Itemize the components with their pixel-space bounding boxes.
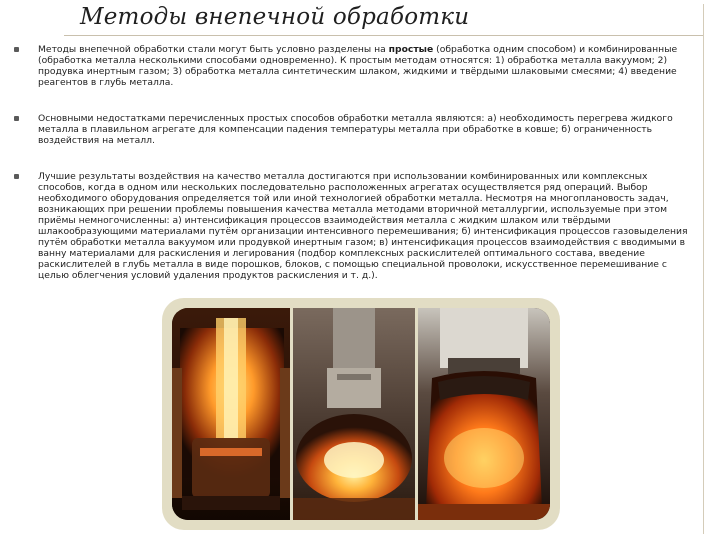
- slide-title: Методы внепечной обработки: [80, 4, 470, 30]
- photo-vacuum-chamber: [293, 308, 415, 520]
- bullet-marker-icon: [14, 116, 19, 121]
- bullet-marker-icon: [14, 47, 19, 52]
- photo-collage: [162, 298, 560, 530]
- bullet-text-part: Методы внепечной обработки стали могут быть условно разделены на: [38, 44, 389, 55]
- bullet-text: [38, 113, 690, 146]
- ladle-pouring-image: [418, 308, 550, 520]
- bullet-text-part: (обработка одним способом) и комбинированные (обработка металла несколькими способами одновременно). К простым методам относятся: 1) обработка металла вакуумом; 2) продувка инертным газом; 3) обработка металла синтетическим шлаком, жидкими и твёрдыми шлаковыми смесями; 4) введение реагентов в глубь металла.: [38, 44, 678, 88]
- photo-ladle-furnace: [172, 308, 290, 520]
- bullet-text-bold: простые: [388, 44, 434, 55]
- title-underline: [64, 35, 704, 36]
- vacuum-chamber-image: [293, 308, 415, 520]
- bullet-text: [38, 171, 690, 281]
- ladle-furnace-image: [172, 308, 290, 520]
- bullet-marker-icon: [14, 174, 19, 179]
- bullet-text: [38, 44, 690, 88]
- bullet-text-part: Основными недостатками перечисленных простых способов обработки металла являются: а) необходимость перегрева жидкого металла в плавильном агрегате для компенсации падения температуры металла при обработке в ковше; б) ограниченность воздействия на металл.: [38, 113, 673, 146]
- bullet-text-part: Лучшие результаты воздействия на качество металла достигаются при использовании комбинированных или комплексных способов, когда в одном или нескольких последовательно расположенных агрегатах осуществляется ряд операций. Выбор необходимого оборудования определяется той или иной технологией обработки металла. Несмотря на многоплановость задач, возникающих при решении проблемы повышения качества металла методами вторичной металлургии, используемые при этом приёмы немногочисленны: а) интенсификация процессов взаимодействия металла с жидким шлаком или твёрдыми шлакообразующими материалами путём организации интенсивного перемешивания; б) интенсификация процессов газовыделения путём обработки металла вакуумом или продувкой инертным газом; в) интенсификация процессов взаимодействия с вводимыми в ванну материалами для раскисления и легирования (подбор комплексных раскислителей оптимального состава, введение раскислителей в глубь металла в виде порошков, блоков, с помощью специальной проволоки, искусственное перемешивание с целью облегчения условий удаления продуктов раскисления и т. д.).: [38, 171, 688, 281]
- slide-border-right: [703, 4, 704, 534]
- photo-ladle-pouring: [418, 308, 550, 520]
